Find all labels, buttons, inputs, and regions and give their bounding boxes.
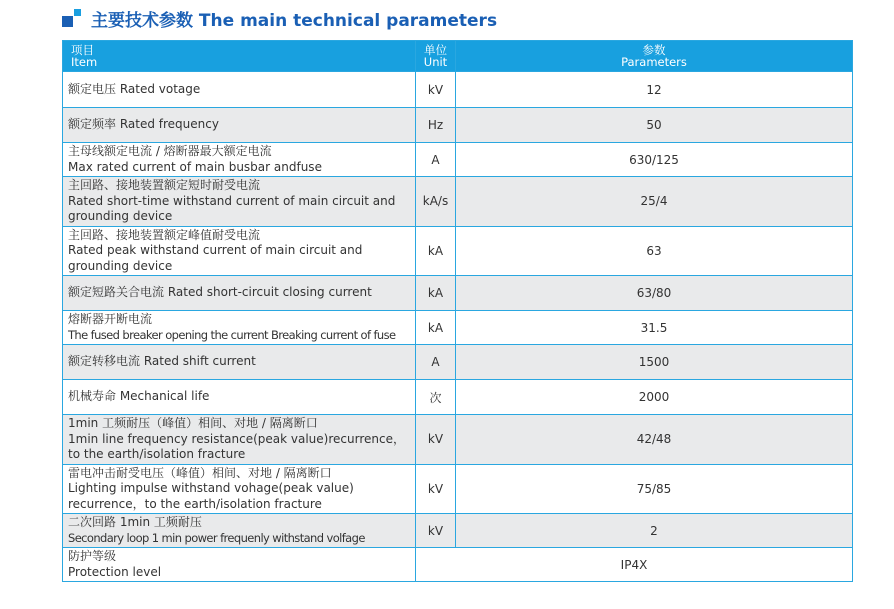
table-row — [63, 548, 853, 582]
table-row — [63, 311, 853, 345]
item-cell — [63, 276, 416, 311]
item-text-line: 额定转移电流 Rated shift current — [68, 354, 256, 369]
column-header-parameters-cn: 参数 — [642, 43, 666, 57]
item-cell — [63, 311, 416, 345]
table-row — [63, 415, 853, 465]
column-header-item-cn: 项目 — [71, 43, 94, 57]
value-cell: 1500 — [456, 345, 853, 380]
unit-cell: kV — [416, 415, 456, 465]
column-header-unit — [416, 41, 456, 72]
value-cell: 630/125 — [456, 143, 853, 177]
value-cell: IP4X — [416, 548, 853, 582]
column-header-parameters-en: Parameters — [621, 55, 687, 69]
unit-cell: kA — [416, 276, 456, 311]
item-cell — [63, 345, 416, 380]
table-row — [63, 380, 853, 415]
item-cell — [63, 72, 416, 108]
item-cell — [63, 108, 416, 143]
column-header-item — [63, 41, 416, 72]
value-cell: 50 — [456, 108, 853, 143]
item-text-line: 额定短路关合电流 Rated short-circuit closing current — [68, 285, 372, 300]
item-text-line: 主回路、接地装置额定短时耐受电流 — [68, 178, 261, 192]
unit-cell: kV — [416, 464, 456, 514]
column-header-unit-en: Unit — [423, 55, 448, 69]
item-text-line: Lighting impulse withstand vohage(peak value) — [68, 481, 354, 495]
table-row — [63, 177, 853, 227]
unit-cell: kA — [416, 226, 456, 276]
value-cell: 25/4 — [456, 177, 853, 227]
item-text-line: grounding device — [68, 209, 173, 223]
item-cell — [63, 177, 416, 227]
value-cell: 75/85 — [456, 464, 853, 514]
table-row — [63, 226, 853, 276]
table-row — [63, 143, 853, 177]
unit-cell: kV — [416, 72, 456, 108]
item-text-line: 主回路、接地装置额定峰值耐受电流 — [68, 227, 261, 242]
item-cell — [63, 464, 416, 514]
item-cell — [63, 226, 416, 276]
item-text-line: 二次回路 1min 工频耐压 — [68, 515, 202, 529]
item-text-line: 防护等级 — [68, 549, 117, 563]
item-cell — [63, 415, 416, 465]
value-cell: 2 — [456, 514, 853, 548]
item-text-line: 熔断器开断电流 — [68, 312, 153, 326]
parameters-table — [62, 40, 853, 582]
unit-cell: kA — [416, 311, 456, 345]
item-text-line: 主母线额定电流 / 熔断器最大额定电流 — [68, 144, 272, 158]
table-row — [63, 345, 853, 380]
table-header-row — [63, 41, 853, 72]
column-header-parameters — [456, 41, 853, 72]
unit-cell: A — [416, 345, 456, 380]
item-cell — [63, 548, 416, 582]
unit-cell: kV — [416, 514, 456, 548]
item-text-line: Max rated current of main busbar andfuse — [68, 159, 322, 174]
value-cell: 63/80 — [456, 276, 853, 311]
table-body — [63, 72, 853, 582]
unit-cell: Hz — [416, 108, 456, 143]
column-header-unit-cn: 单位 — [424, 43, 447, 57]
section-title: 主要技术参数 The main technical parameters — [91, 10, 498, 31]
item-text-line: 额定频率 Rated frequency — [68, 117, 219, 132]
item-text-line: to the earth/isolation fracture — [68, 447, 246, 461]
item-text-line: The fused breaker opening the current Breaking current of fuse — [68, 327, 396, 342]
item-text-line: 雷电冲击耐受电压（峰值）相间、对地 / 隔离断口 — [68, 465, 332, 480]
unit-cell: kA/s — [416, 177, 456, 227]
section-header — [62, 6, 497, 30]
item-text-line: Rated peak withstand current of main circuit and — [68, 243, 363, 257]
table-row — [63, 108, 853, 143]
item-text-line: 机械寿命 Mechanical life — [68, 389, 210, 404]
item-cell — [63, 380, 416, 415]
value-cell: 42/48 — [456, 415, 853, 465]
table-row — [63, 464, 853, 514]
item-text-line: recurrence，to the earth/isolation fracture — [68, 496, 322, 511]
column-header-item-en: Item — [71, 55, 98, 69]
unit-cell: 次 — [416, 380, 456, 415]
item-cell — [63, 143, 416, 177]
unit-cell: A — [416, 143, 456, 177]
table-row — [63, 514, 853, 548]
value-cell: 2000 — [456, 380, 853, 415]
table-row — [63, 72, 853, 108]
item-text-line: 额定电压 Rated votage — [68, 81, 201, 96]
table-row — [63, 276, 853, 311]
item-text-line: 1min line frequency resistance(peak value)recurrence， — [68, 431, 405, 446]
item-cell — [63, 514, 416, 548]
value-cell: 12 — [456, 72, 853, 108]
item-text-line: Secondary loop 1 min power frequenly withstand volfage — [68, 530, 365, 545]
value-cell: 63 — [456, 226, 853, 276]
item-text-line: Rated short-time withstand current of main circuit and — [68, 193, 396, 208]
item-text-line: 1min 工频耐压（峰值）相间、对地 / 隔离断口 — [68, 416, 318, 430]
value-cell: 31.5 — [456, 311, 853, 345]
item-text-line: grounding device — [68, 258, 173, 273]
item-text-line: Protection level — [68, 564, 162, 579]
section-marker-icon — [62, 9, 82, 27]
